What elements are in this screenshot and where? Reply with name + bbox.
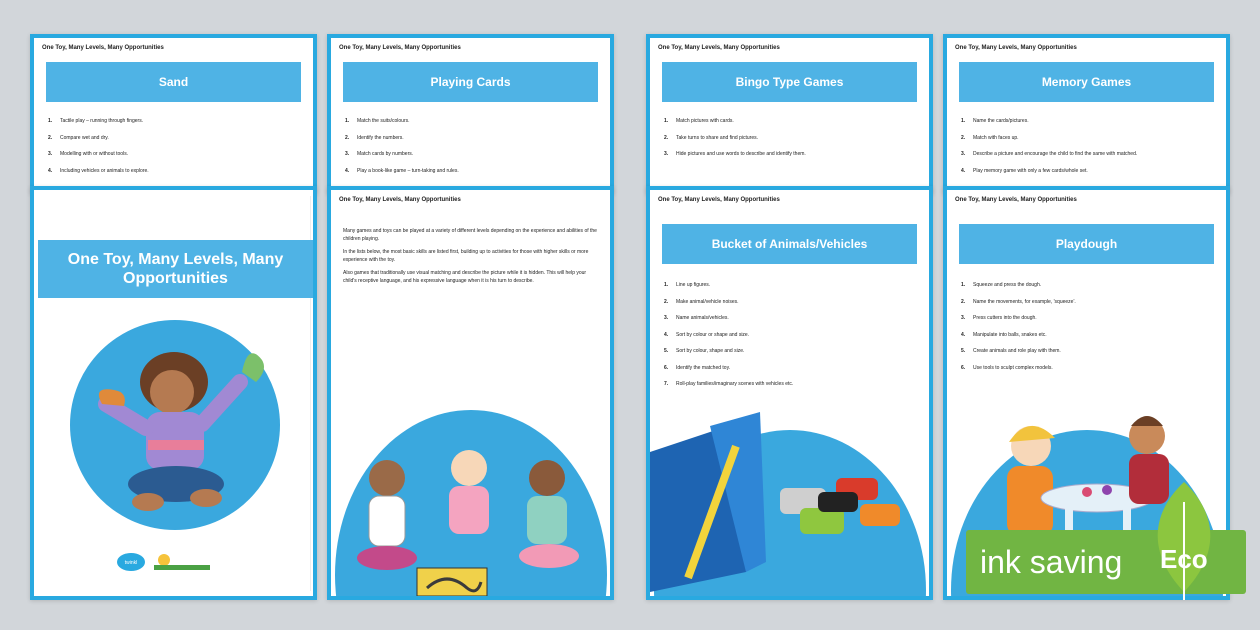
eco-label: Eco	[1160, 544, 1208, 574]
card-list	[664, 282, 919, 398]
child-with-dinosaurs-illustration	[66, 312, 286, 542]
cover-title: One Toy, Many Levels, Many Opportunities	[38, 240, 313, 298]
list-item: 4. Including vehicles or animals to explore.	[48, 167, 149, 174]
list-item: 2. Name the movements, for example, 'squeeze'.	[961, 298, 1076, 305]
intro-paragraph: Also games that traditionally use visual matching and describe the picture while it is hidden. This will help your child's receptive language, and his expressive language when it is his turn to describe.	[343, 270, 587, 284]
card-list	[48, 118, 303, 184]
eco-badge-text: ink saving	[980, 543, 1123, 580]
list-item: 5. Create animals and role play with them.	[961, 348, 1061, 354]
list-item: 4. Manipulate into balls, snakes etc.	[961, 331, 1047, 338]
card-sand	[30, 34, 317, 194]
card-bucket	[646, 186, 933, 600]
card-header-tag: One Toy, Many Levels, Many Opportunities	[339, 45, 461, 51]
list-item: 1. Tactile play – running through fingers.	[48, 118, 144, 124]
children-board-game-illustration	[337, 438, 607, 598]
card-title: Bingo Type Games	[662, 62, 917, 102]
list-item: 3. Press cutters into the dough.	[961, 315, 1037, 321]
list-item: 2. Identify the numbers.	[345, 134, 404, 141]
list-item: 2. Match with faces up.	[961, 134, 1019, 141]
card-list	[961, 118, 1216, 184]
card-title: Playing Cards	[343, 62, 598, 102]
list-item: 2. Compare wet and dry.	[48, 134, 109, 141]
list-item: 5. Sort by colour, shape and size.	[664, 348, 745, 354]
list-item: 1. Match the suits/colours.	[345, 118, 410, 124]
card-header-tag: One Toy, Many Levels, Many Opportunities	[42, 45, 164, 51]
intro-text	[343, 228, 598, 291]
partner-logo-icon	[152, 552, 212, 572]
card-bingo	[646, 34, 933, 194]
svg-text:twinkl: twinkl	[124, 560, 138, 566]
list-item: 4. Sort by colour or shape and size.	[664, 331, 750, 338]
list-item: 3. Hide pictures and use words to describe and identify them.	[664, 151, 806, 157]
list-item: 6. Use tools to sculpt complex models.	[961, 364, 1053, 371]
list-item: 1. Squeeze and press the dough.	[961, 282, 1042, 288]
card-list	[664, 118, 919, 168]
cover-logos	[116, 552, 212, 572]
list-item: 4. Play memory game with only a few cards/whole set.	[961, 167, 1088, 174]
list-item: 4. Play a book-like game – turn-taking and rules.	[345, 167, 459, 174]
publisher-logo-icon	[116, 552, 146, 572]
list-item: 3. Match cards by numbers.	[345, 151, 414, 157]
card-title: Playdough	[959, 224, 1214, 264]
list-item: 1. Match pictures with cards.	[664, 118, 734, 124]
card-header-tag: One Toy, Many Levels, Many Opportunities	[658, 197, 780, 203]
card-list	[961, 282, 1216, 381]
card-playing-cards	[327, 34, 614, 194]
list-item: 3. Name animals/vehicles.	[664, 315, 729, 321]
list-item: 2. Make animal/vehicle noises.	[664, 298, 739, 305]
card-header-tag: One Toy, Many Levels, Many Opportunities	[955, 45, 1077, 51]
list-item: 1. Name the cards/pictures.	[961, 118, 1029, 124]
card-title: Memory Games	[959, 62, 1214, 102]
card-title: Bucket of Animals/Vehicles	[662, 224, 917, 264]
list-item: 1. Line up figures.	[664, 282, 711, 288]
list-item: 7. Roll-play families/imaginary scenes with vehicles etc.	[664, 381, 794, 387]
card-header-tag: One Toy, Many Levels, Many Opportunities	[339, 197, 461, 203]
leaf-icon	[1146, 482, 1222, 602]
card-intro	[327, 186, 614, 600]
bucket-of-toy-cars-illustration	[650, 412, 930, 600]
list-item: 3. Modelling with or without tools.	[48, 151, 129, 157]
list-item: 2. Take turns to share and find pictures.	[664, 134, 758, 141]
card-title: Sand	[46, 62, 301, 102]
card-header-tag: One Toy, Many Levels, Many Opportunities	[658, 45, 780, 51]
card-memory	[943, 34, 1230, 194]
card-cover	[30, 186, 317, 600]
intro-paragraph: In the lists below, the most basic skills are listed first, building up to activities for those with higher skills or more experience with the toy.	[343, 249, 589, 263]
card-list	[345, 118, 600, 184]
intro-paragraph: Many games and toys can be played at a variety of different levels depending on the experience and abilities of the children playing.	[343, 228, 597, 242]
list-item: 3. Describe a picture and encourage the child to find the same with matched.	[961, 151, 1138, 157]
card-header-tag: One Toy, Many Levels, Many Opportunities	[955, 197, 1077, 203]
list-item: 6. Identify the matched toy.	[664, 364, 731, 371]
